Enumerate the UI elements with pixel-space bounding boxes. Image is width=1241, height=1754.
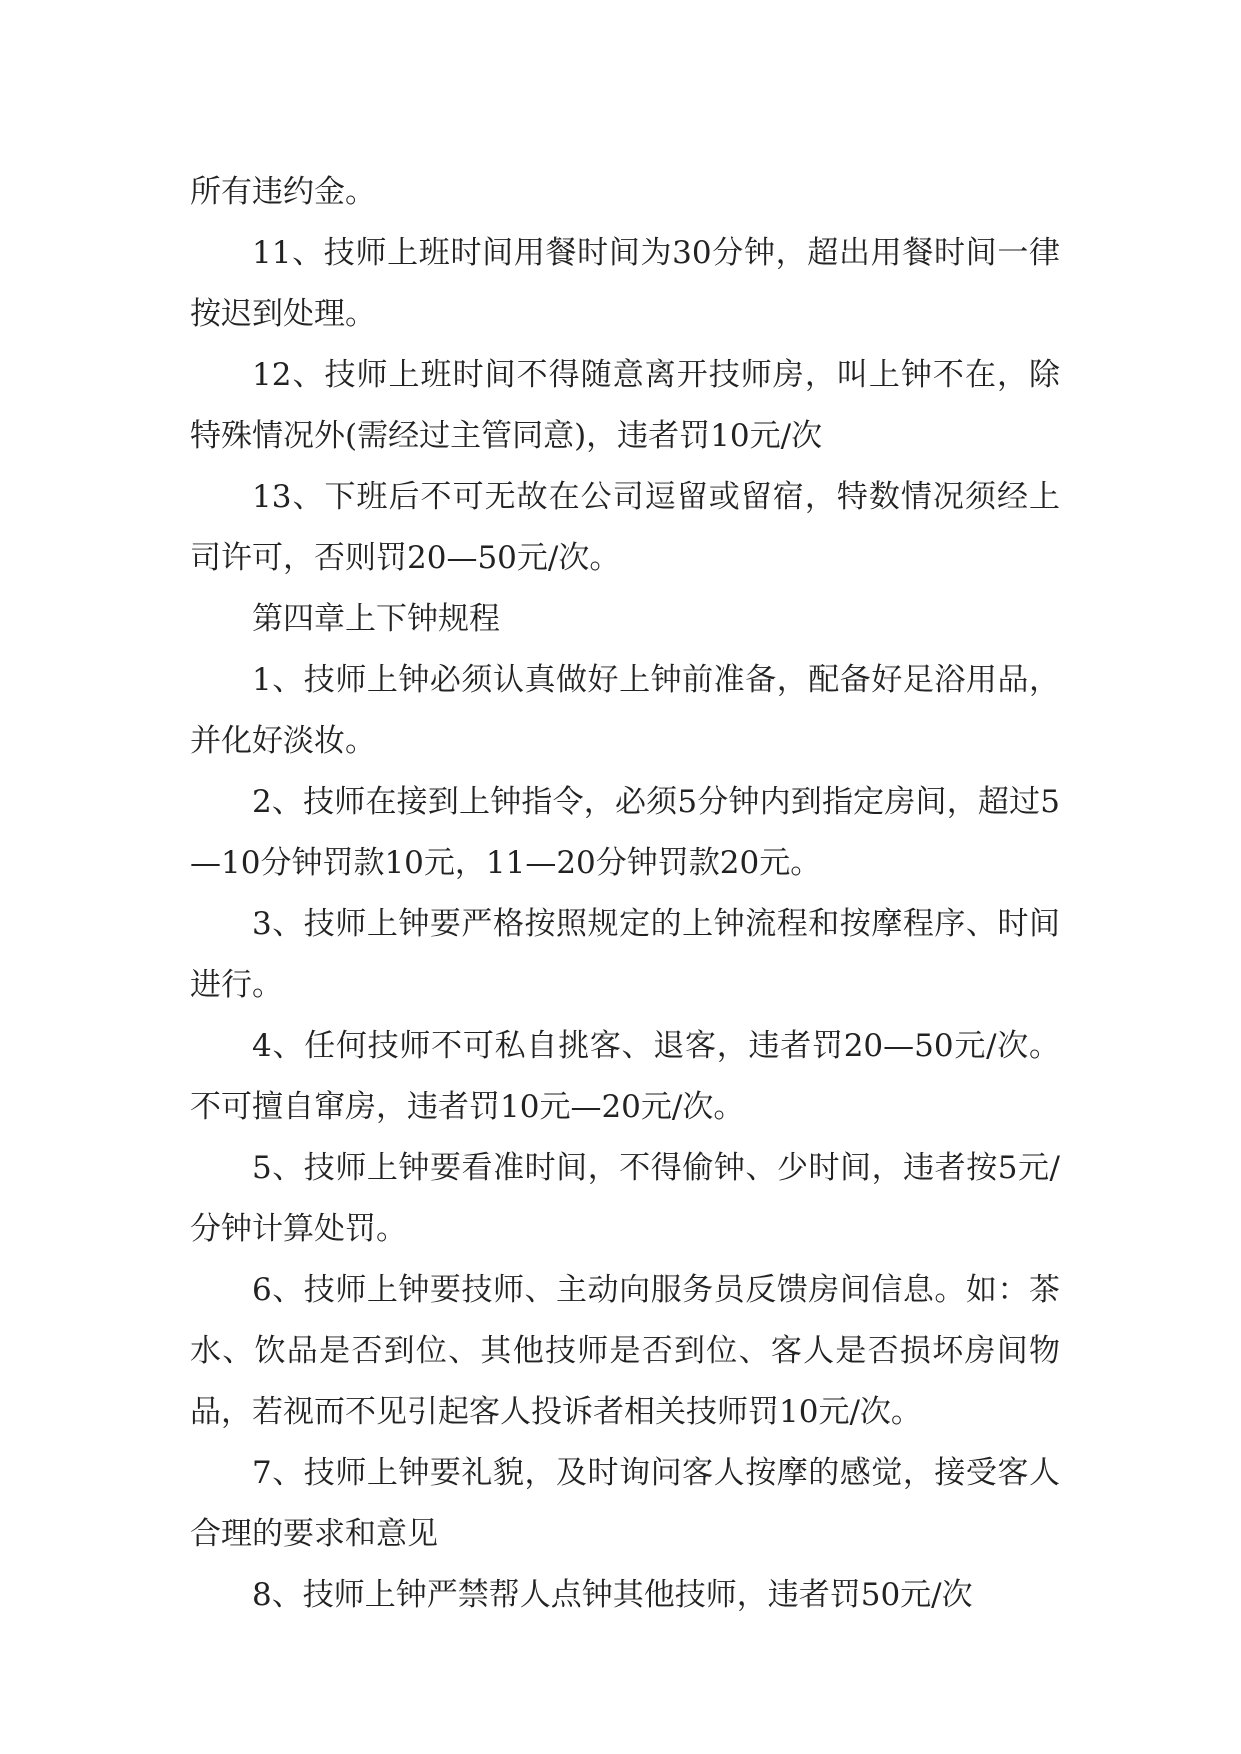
paragraph-rule-2: 2、技师在接到上钟指令，必须5分钟内到指定房间，超过5—10分钟罚款10元，11—20分钟罚款20元。	[190, 784, 1060, 881]
paragraph-continuation: 所有违约金。	[190, 174, 376, 210]
paragraph-rule-7: 7、技师上钟要礼貌，及时询问客人按摩的感觉，接受客人合理的要求和意见	[190, 1455, 1060, 1552]
paragraph-rule-6: 6、技师上钟要技师、主动向服务员反馈房间信息。如：茶水、饮品是否到位、其他技师是否到位、客人是否损坏房间物品，若视而不见引起客人投诉者相关技师罚10元/次。	[190, 1272, 1060, 1430]
paragraph-rule-3: 3、技师上钟要严格按照规定的上钟流程和按摩程序、时间进行。	[190, 906, 1060, 1003]
paragraph-rule-13: 13、下班后不可无故在公司逗留或留宿，特数情况须经上司许可，否则罚20—50元/次。	[190, 479, 1060, 576]
paragraph-rule-8: 8、技师上钟严禁帮人点钟其他技师，违者罚50元/次	[252, 1577, 973, 1613]
paragraph-rule-12: 12、技师上班时间不得随意离开技师房，叫上钟不在，除特殊情况外(需经过主管同意)，违者罚10元/次	[190, 357, 1060, 454]
paragraph-rule-11: 11、技师上班时间用餐时间为30分钟，超出用餐时间一律按迟到处理。	[190, 235, 1060, 332]
paragraph-rule-4: 4、任何技师不可私自挑客、退客，违者罚20—50元/次。不可擅自窜房，违者罚10元—20元/次。	[190, 1028, 1060, 1125]
paragraph-rule-1: 1、技师上钟必须认真做好上钟前准备，配备好足浴用品，并化好淡妆。	[190, 662, 1060, 759]
document-body	[190, 162, 1060, 1626]
chapter-heading: 第四章上下钟规程	[252, 601, 500, 637]
paragraph-rule-5: 5、技师上钟要看准时间，不得偷钟、少时间，违者按5元/分钟计算处罚。	[190, 1150, 1060, 1247]
